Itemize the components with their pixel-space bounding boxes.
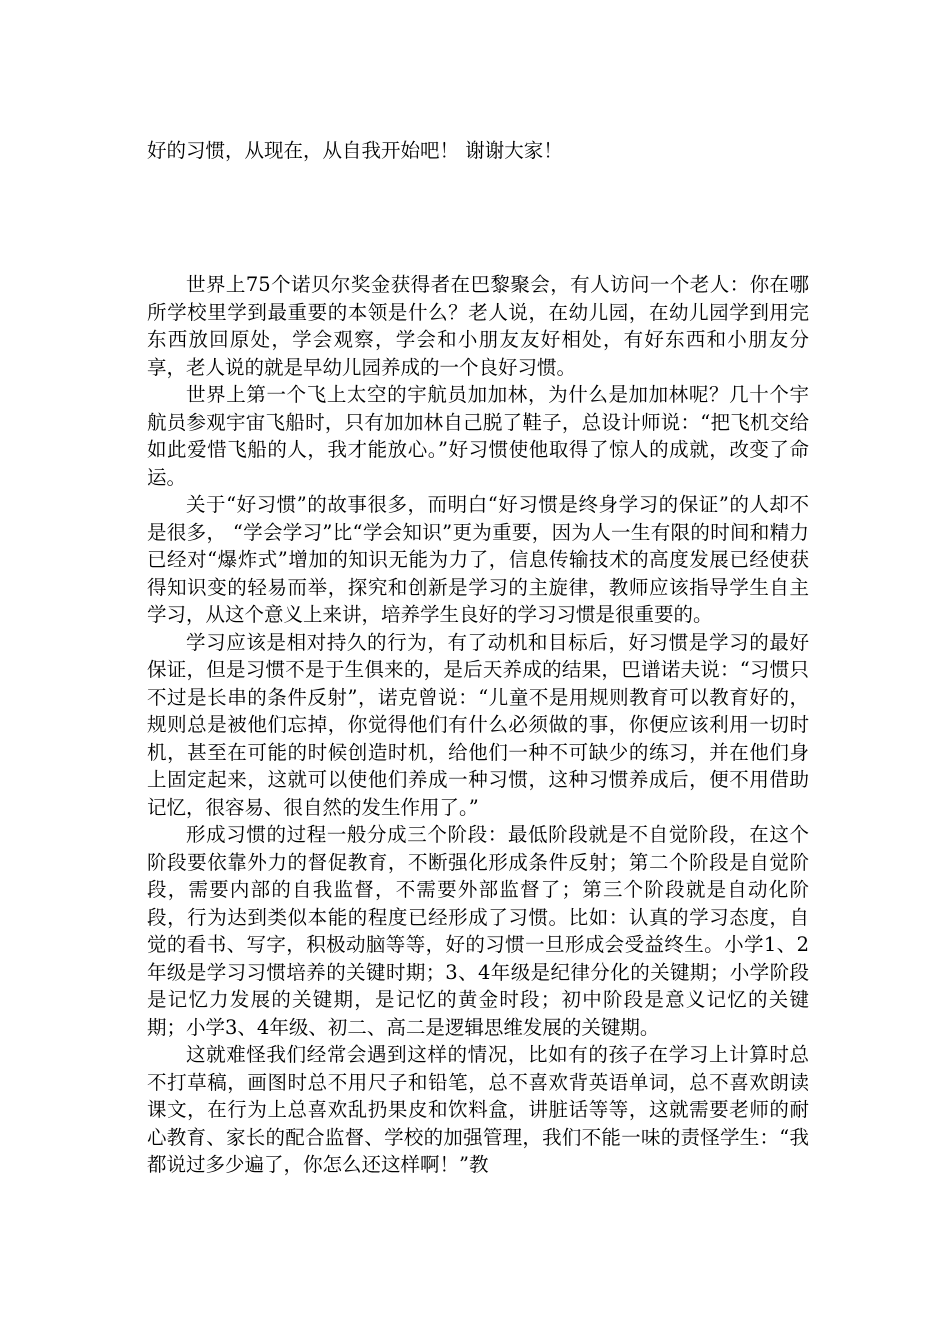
paragraph-nobel: 世界上75个诺贝尔奖金获得者在巴黎聚会，有人访问一个老人：你在哪所学校里学到最重要的本领是什么？老人说，在幼儿园，在幼儿园学到用完东西放回原处，学会观察，学会和小朋友友好相处，有好东西和小朋友分享，老人说的就是早幼儿园养成的一个良好习惯。 [147, 273, 809, 379]
paragraph-gagarin: 世界上第一个飞上太空的宇航员加加林，为什么是加加林呢？几十个宇航员参观宇宙飞船时，只有加加林自己脱了鞋子，总设计师说：“把飞机交给如此爱惜飞船的人，我才能放心。”好习惯使他取得了惊人的成就，改变了命运。 [147, 383, 809, 489]
paragraph-learning-behavior: 学习应该是相对持久的行为，有了动机和目标后，好习惯是学习的最好保证，但是习惯不是于生俱来的，是后天养成的结果，巴谱诺夫说：“习惯只不过是长串的条件反射”，诺克曾说：“儿童不是用规则教育可以教育好的，规则总是被他们忘掉，你觉得他们有什么必须做的事，你便应该利用一切时机，甚至在可能的时候创造时机，给他们一种不可缺少的练习，并在他们身上固定起来，这就可以使他们养成一种习惯，这种习惯养成后，便不用借助记忆，很容易、很自然的发生作用了。” [147, 630, 809, 819]
article-body [147, 271, 809, 1179]
paragraph-common-situations: 这就难怪我们经常会遇到这样的情况，比如有的孩子在学习上计算时总不打草稿，画图时总不用尺子和铅笔，总不喜欢背英语单词，总不喜欢朗读课文，在行为上总喜欢乱扔果皮和饮料盒，讲脏话等等，这就需要老师的耐心教育、家长的配合监督、学校的加强管理，我们不能一味的责怪学生：“我都说过多少遍了，你怎么还这样啊！”教 [147, 1043, 809, 1176]
paragraph-habit-stages: 形成习惯的过程一般分成三个阶段：最低阶段就是不自觉阶段，在这个阶段要依靠外力的督促教育，不断强化形成条件反射；第二个阶段是自觉阶段，需要内部的自我监督，不需要外部监督了；第三个阶段就是自动化阶段，行为达到类似本能的程度已经形成了习惯。比如：认真的学习态度，自觉的看书、写字，积极动脑等等，好的习惯一旦形成会受益终生。小学1、2年级是学习习惯培养的关键时期；3、4年级是纪律分化的关键期；小学阶段是记忆力发展的关键期，是记忆的黄金时段；初中阶段是意义记忆的关键期；小学3、4年级、初二、高二是逻辑思维发展的关键期。 [147, 823, 809, 1039]
closing-line: 好的习惯，从现在，从自我开始吧！ 谢谢大家！ [147, 139, 563, 162]
paragraph-good-habits: 关于“好习惯”的故事很多，而明白“好习惯是终身学习的保证”的人却不是很多， “学会学习”比“学会知识”更为重要，因为人一生有限的时间和精力已经对“爆炸式”增加的知识无能为力了，信息传输技术的高度发展已经使获得知识变的轻易而举，探究和创新是学习的主旋律，教师应该指导学生自主学习，从这个意义上来讲，培养学生良好的学习习惯是很重要的。 [147, 493, 809, 626]
